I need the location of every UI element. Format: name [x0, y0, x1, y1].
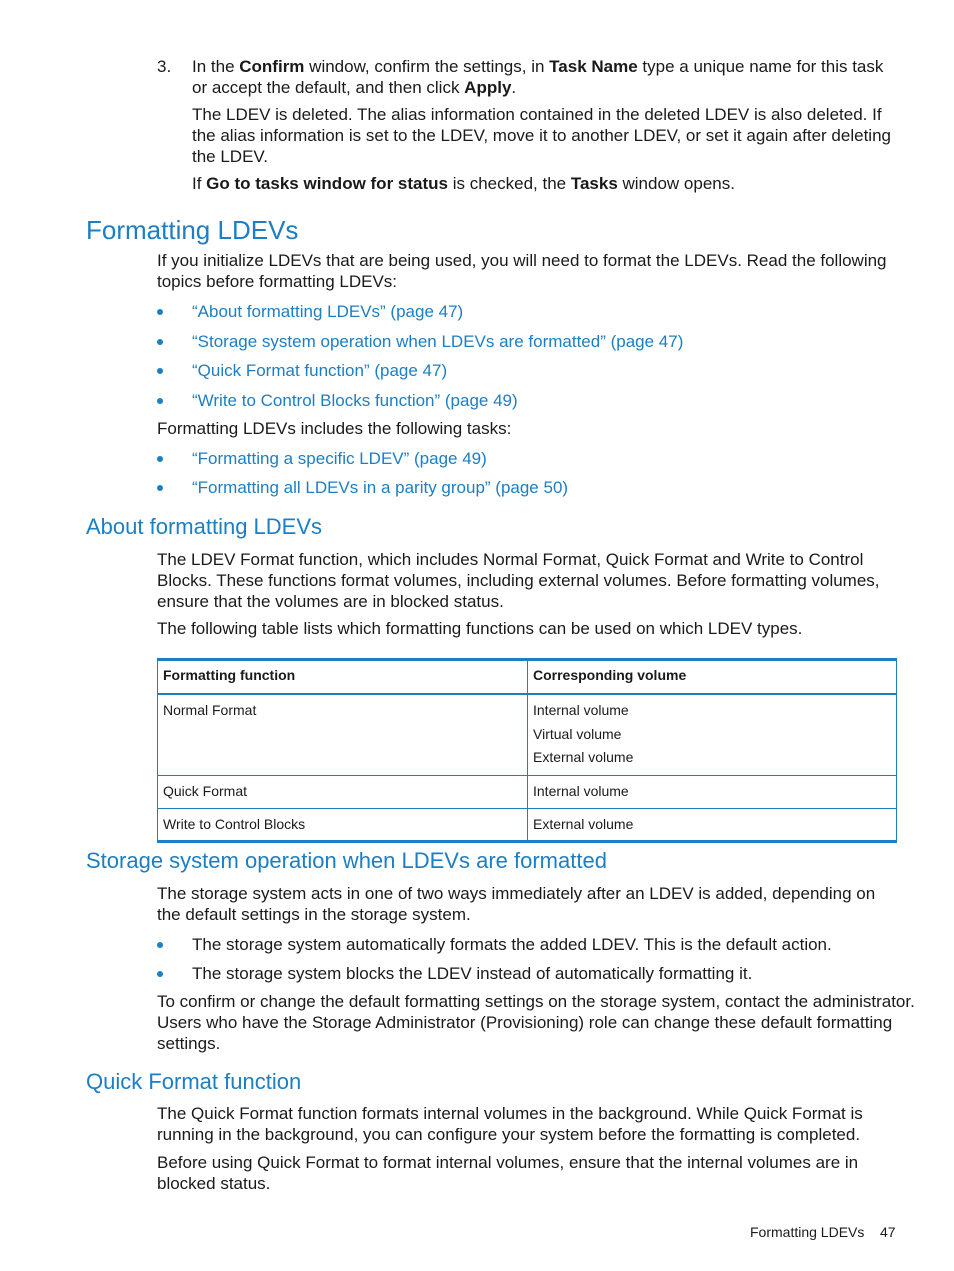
step3-line2 [192, 77, 516, 98]
link-write-control-blocks[interactable]: “Write to Control Blocks function” (page 49) [192, 391, 518, 410]
cell-text: External volume [533, 749, 634, 765]
page-number: 47 [880, 1224, 896, 1240]
bullet-icon [157, 971, 163, 977]
formatting-intro-line: topics before formatting LDEVs: [157, 272, 398, 291]
storage-bullet: The storage system blocks the LDEV instead of automatically formatting it. [192, 964, 753, 983]
link-quick-format[interactable]: “Quick Format function” (page 47) [192, 361, 448, 380]
step3-text: . [511, 78, 517, 97]
storage-operation-heading: Storage system operation when LDEVs are formatted [86, 848, 607, 873]
table-header-volume: Corresponding volume [528, 660, 897, 695]
table-cell-volume [528, 694, 897, 776]
cell-text: Internal volume [533, 783, 629, 799]
bullet-icon [157, 309, 163, 315]
about-para-line: ensure that the volumes are in blocked status. [157, 592, 504, 611]
bullet-icon [157, 942, 163, 948]
bullet-icon [157, 485, 163, 491]
tasks-intro: Formatting LDEVs includes the following tasks: [157, 419, 512, 438]
quick-format-heading: Quick Format function [86, 1069, 302, 1094]
step3-text: window opens. [617, 174, 735, 193]
link-format-parity-group[interactable]: “Formatting all LDEVs in a parity group” (page 50) [192, 478, 569, 497]
step3-para-line: the alias information is set to the LDEV, move it to another LDEV, or set it again after deleting [192, 126, 891, 145]
step3-text: is checked, the [447, 174, 571, 193]
cell-text: Virtual volume [533, 725, 622, 742]
goto-tasks-term: Go to tasks window for status [206, 174, 448, 193]
storage-para-line: The storage system acts in one of two ways immediately after an LDEV is added, depending on [157, 884, 876, 903]
cell-text: Internal volume [533, 702, 629, 718]
step3-para-line: the LDEV. [192, 147, 268, 166]
table-header-row [158, 660, 897, 695]
storage-para-line: settings. [157, 1034, 221, 1053]
about-para-line: Blocks. These functions format volumes, including external volumes. Before formatting volumes, [157, 571, 880, 590]
step3-line1 [192, 56, 883, 77]
quick-para-line: running in the background, you can configure your system before the formatting is completed. [157, 1125, 861, 1144]
about-formatting-heading: About formatting LDEVs [86, 514, 323, 539]
step-number: 3. [157, 57, 172, 76]
table-row [158, 776, 897, 809]
cell-text: External volume [533, 815, 634, 832]
confirm-term: Confirm [239, 57, 305, 76]
bullet-icon [157, 456, 163, 462]
bullet-icon [157, 339, 163, 345]
apply-term: Apply [464, 78, 512, 97]
formatting-intro-line: If you initialize LDEVs that are being used, you will need to format the LDEVs. Read the following [157, 251, 887, 270]
formatting-functions-table [157, 658, 897, 843]
formatting-ldevs-heading: Formatting LDEVs [86, 215, 299, 245]
table-intro: The following table lists which formatting functions can be used on which LDEV types. [157, 619, 803, 638]
step3-text: If [192, 174, 207, 193]
about-para-line: The LDEV Format function, which includes Normal Format, Quick Format and Write to Control [157, 550, 864, 569]
quick-para-line: blocked status. [157, 1174, 271, 1193]
bullet-icon [157, 398, 163, 404]
storage-para-line: Users who have the Storage Administrator (Provisioning) role can change these default formatting [157, 1013, 893, 1032]
step3-goto-line [192, 173, 735, 194]
table-cell-function [158, 808, 528, 842]
table-row [158, 808, 897, 842]
cell-text: Write to Control Blocks [163, 815, 306, 832]
table-cell-function [158, 694, 528, 776]
link-storage-operation[interactable]: “Storage system operation when LDEVs are formatted” (page 47) [192, 332, 684, 351]
table-cell-function [158, 776, 528, 809]
table-header-function: Formatting function [158, 660, 528, 695]
link-about-formatting[interactable]: “About formatting LDEVs” (page 47) [192, 302, 464, 321]
step3-text: or accept the default, and then click [192, 78, 465, 97]
table-cell-volume [528, 776, 897, 809]
tasks-term: Tasks [570, 174, 618, 193]
table-row [158, 694, 897, 776]
step3-text: window, confirm the settings, in [304, 57, 550, 76]
quick-para-line: The Quick Format function formats internal volumes in the background. While Quick Format is [157, 1104, 863, 1123]
bullet-icon [157, 368, 163, 374]
cell-text: Normal Format [163, 702, 257, 718]
storage-para-line: To confirm or change the default formatting settings on the storage system, contact the administrator. [157, 992, 915, 1011]
link-format-specific-ldev[interactable]: “Formatting a specific LDEV” (page 49) [192, 449, 487, 468]
cell-text: Quick Format [163, 783, 248, 799]
step3-text: In the [192, 57, 240, 76]
table-cell-volume [528, 808, 897, 842]
storage-bullet: The storage system automatically formats the added LDEV. This is the default action. [192, 935, 832, 954]
quick-para-line: Before using Quick Format to format internal volumes, ensure that the internal volumes are in [157, 1153, 859, 1172]
step3-para-line: The LDEV is deleted. The alias information contained in the deleted LDEV is also deleted. If [192, 105, 882, 124]
step3-text: type a unique name for this task [637, 57, 884, 76]
task-name-term: Task Name [549, 57, 638, 76]
storage-para-line: the default settings in the storage system. [157, 905, 471, 924]
footer-section-title: Formatting LDEVs [750, 1224, 865, 1240]
